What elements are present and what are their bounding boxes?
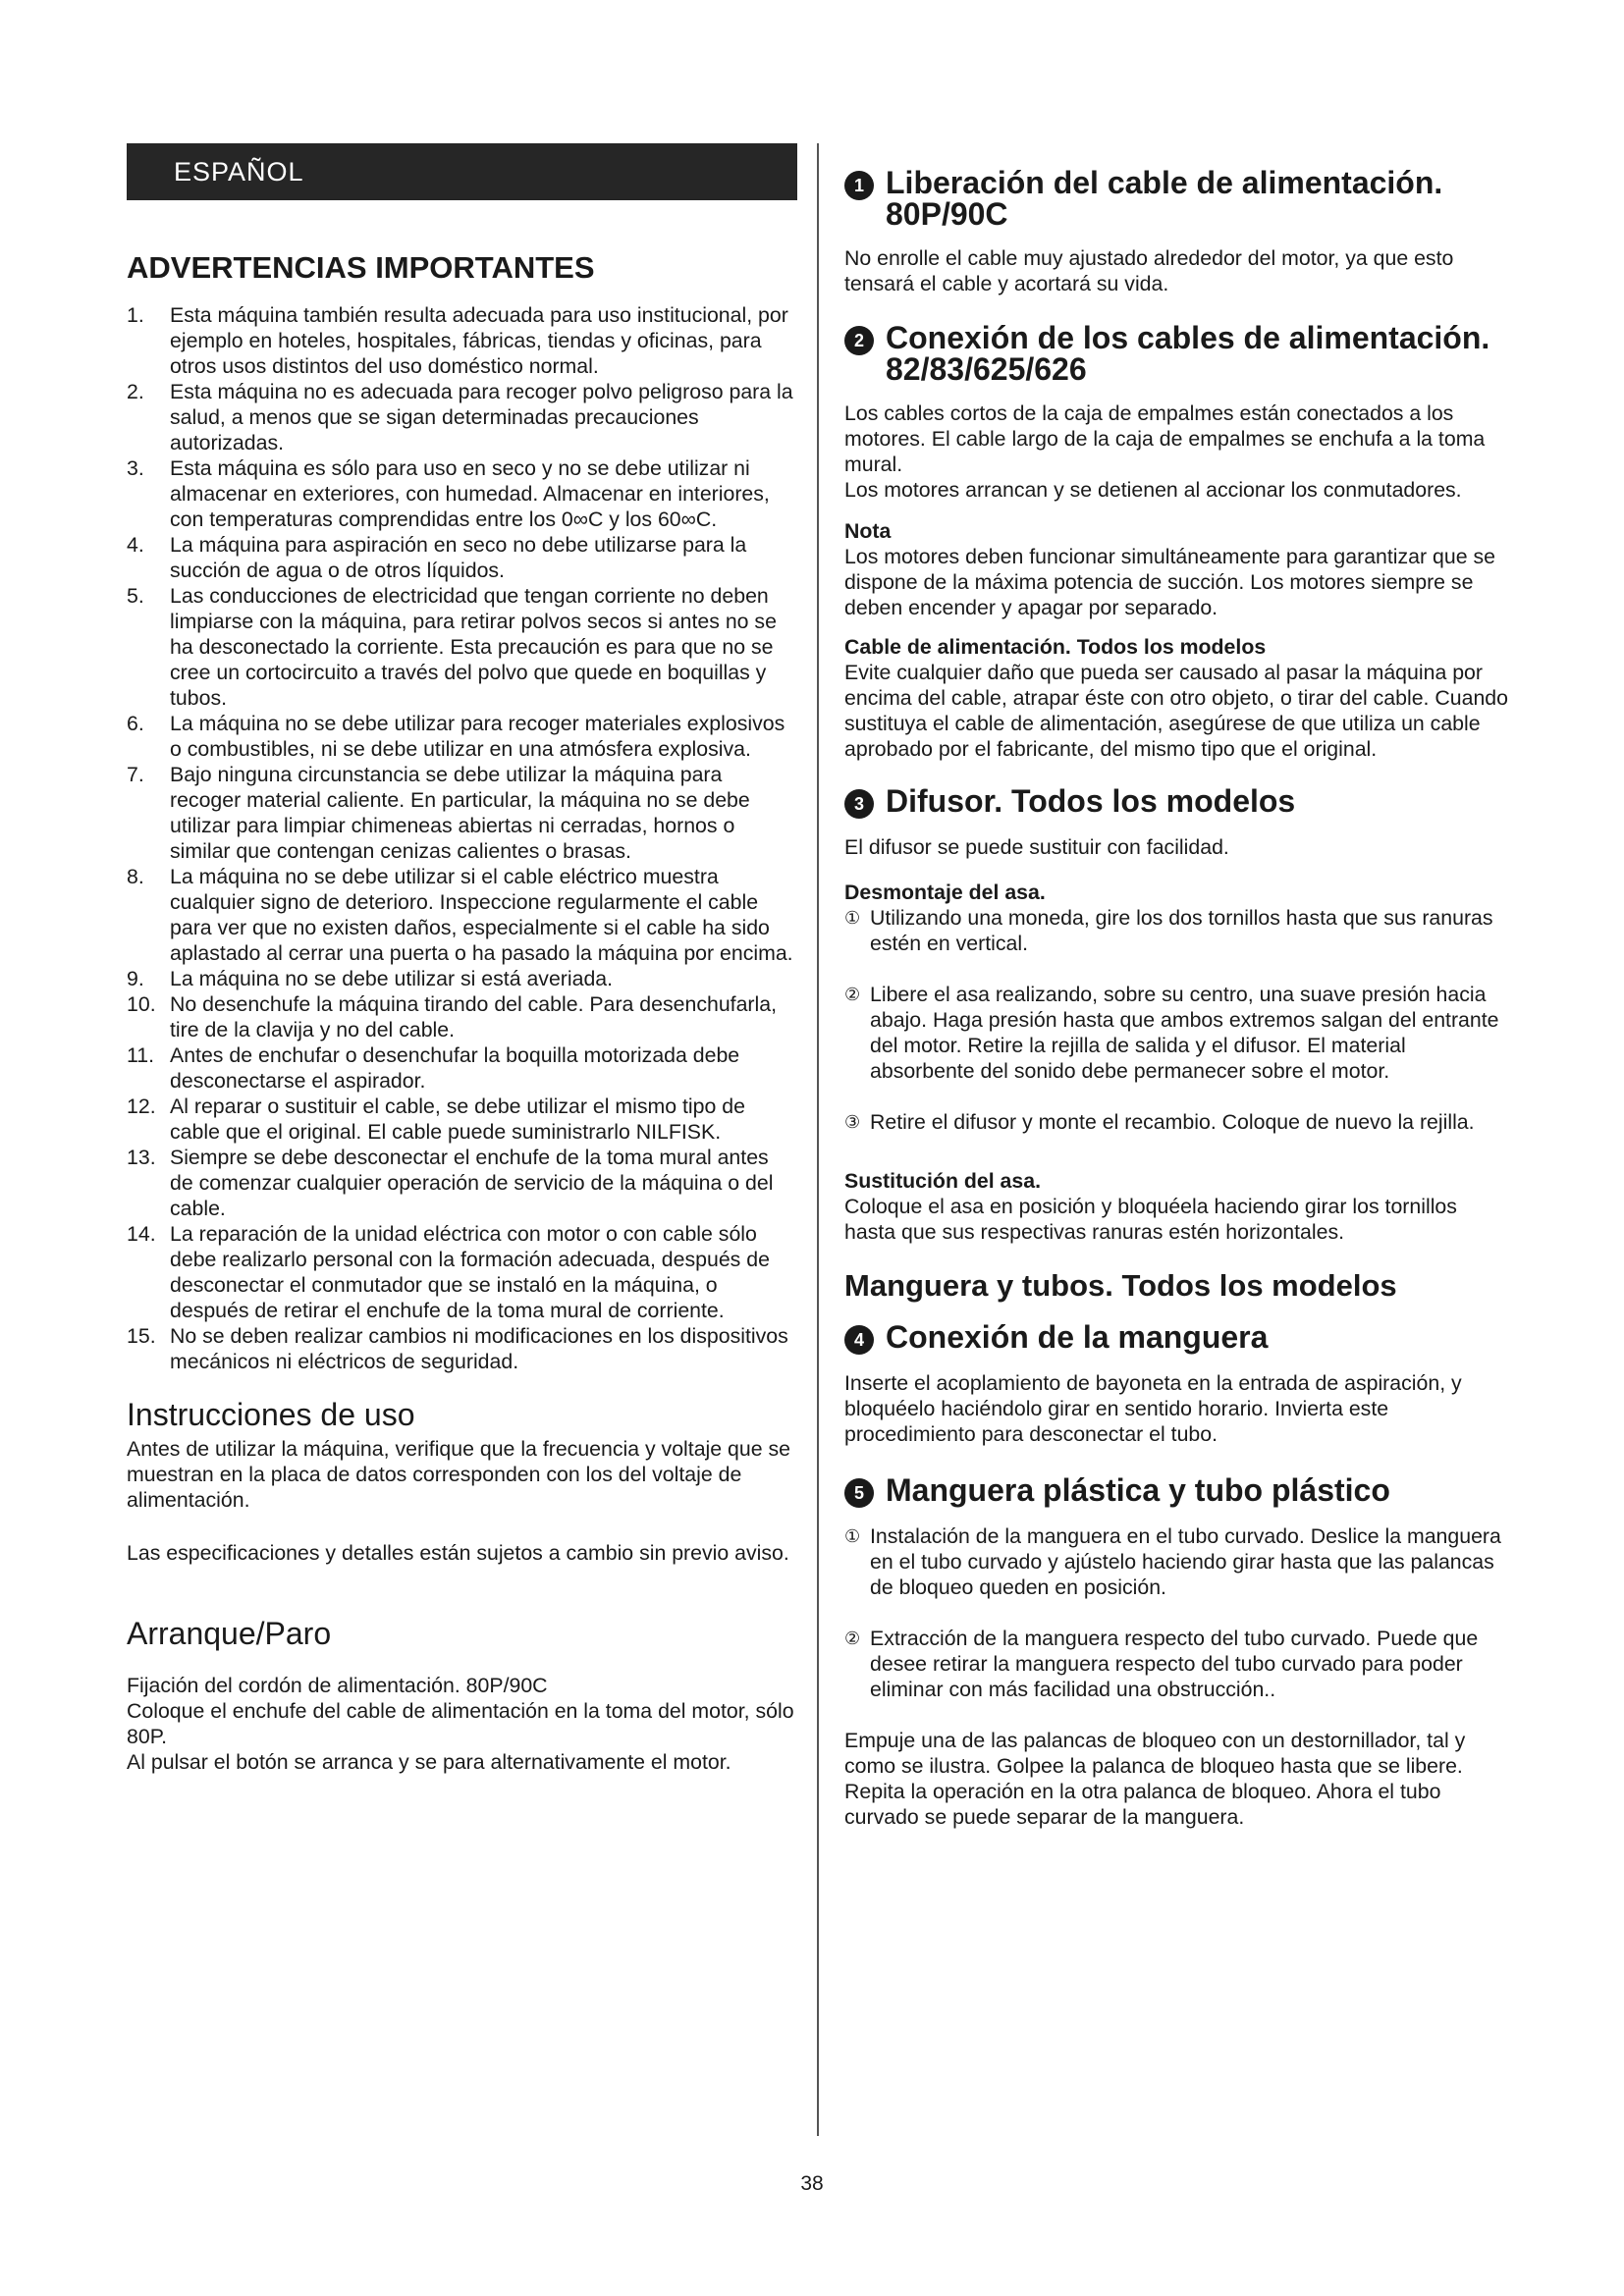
warning-text: La reparación de la unidad eléctrica con motor o con cable sólo debe realizarlo personal con la formación adecuada, después de desconectar el conmutador que se instaló en la máquina, o después de retirar el enchufe de la toma mural de corriente. xyxy=(170,1222,770,1323)
step-marker: ③ xyxy=(844,1112,861,1132)
section-1-title: Liberación del cable de alimentación. xyxy=(886,165,1443,200)
section-5-title: Manguera plástica y tubo plástico xyxy=(886,1472,1390,1508)
warning-item xyxy=(127,762,797,864)
section-3-title: Difusor. Todos los modelos xyxy=(886,783,1296,819)
usage-title: Instrucciones de uso xyxy=(127,1397,415,1433)
warning-text: No se deben realizar cambios ni modificaciones en los dispositivos mecánicos ni eléctricos de seguridad. xyxy=(170,1324,788,1374)
warning-item xyxy=(127,864,797,966)
warning-text: Antes de enchufar o desenchufar la boquilla motorizada debe desconectarse el aspirador. xyxy=(170,1043,740,1094)
start-stop-title: Arranque/Paro xyxy=(127,1616,332,1652)
hose-tubes-title: Manguera y tubos. Todos los modelos xyxy=(844,1268,1397,1303)
section-2-text-2: Los motores arrancan y se detienen al accionar los conmutadores. xyxy=(844,478,1462,502)
handle-replacement-title: Sustitución del asa. xyxy=(844,1169,1042,1193)
section-1-text: No enrolle el cable muy ajustado alrededor del motor, ya que esto tensará el cable y acortará su vida. xyxy=(844,246,1454,295)
page-number: 38 xyxy=(800,2172,824,2195)
step-item xyxy=(844,905,1512,956)
step-item xyxy=(844,1109,1512,1135)
warnings-list xyxy=(127,302,797,1374)
step-text: Libere el asa realizando, sobre su centro, una suave presión hacia abajo. Haga presión hasta que ambos extremos salgan del entrante del motor. Retire la rejilla de salida y el difusor. El material absorbente del sonido debe permanecer sobre el motor. xyxy=(870,983,1499,1083)
section-2-number-badge: 2 xyxy=(844,326,874,355)
warning-item xyxy=(127,532,797,583)
warning-number: 10. xyxy=(127,992,156,1017)
handle-removal-title: Desmontaje del asa. xyxy=(844,881,1046,904)
start-stop-line-1: Fijación del cordón de alimentación. 80P/90C xyxy=(127,1674,548,1698)
warning-text: Al reparar o sustituir el cable, se debe utilizar el mismo tipo de cable que el original. El cable puede suministrarlo NILFISK. xyxy=(170,1095,745,1145)
power-cable-text: Evite cualquier daño que pueda ser causado al pasar la máquina por encima del cable, atrapar éste con otro objeto, o tirar del cable. Cuando sustituya el cable de alimentación, asegúrese de que utiliza un cable aprobado por el fabricante, del mismo tipo que el original. xyxy=(844,661,1508,761)
warning-number: 5. xyxy=(127,584,144,609)
warning-number: 2. xyxy=(127,380,144,404)
right-column xyxy=(844,167,1512,1830)
usage-paragraph-2: Las especificaciones y detalles están sujetos a cambio sin previo aviso. xyxy=(127,1541,789,1566)
warning-text: No desenchufe la máquina tirando del cable. Para desenchufarla, tire de la clavija y no del cable. xyxy=(170,992,778,1042)
power-cable-title: Cable de alimentación. Todos los modelos xyxy=(844,635,1267,659)
start-stop-line-2: Coloque el enchufe del cable de alimentación en la toma del motor, sólo 80P. xyxy=(127,1699,794,1749)
section-4-title: Conexión de la manguera xyxy=(886,1319,1269,1355)
section-4-number-badge: 4 xyxy=(844,1325,874,1355)
section-4-header xyxy=(844,1321,1512,1355)
warning-item xyxy=(127,379,797,455)
step-marker: ② xyxy=(844,985,861,1004)
warning-number: 11. xyxy=(127,1043,155,1068)
start-stop-line-3: Al pulsar el botón se arranca y se para alternativamente el motor. xyxy=(127,1750,731,1775)
warning-number: 7. xyxy=(127,763,144,787)
section-5-text: Empuje una de las palancas de bloqueo con un destornillador, tal y como se ilustra. Golpee la palanca de bloqueo hasta que se libere. Repita la operación en la otra palanca de bloqueo. Ahora el tubo curvado se puede separar de la manguera. xyxy=(844,1729,1466,1829)
warning-item xyxy=(127,1145,797,1221)
warning-number: 8. xyxy=(127,865,144,889)
step-text: Extracción de la manguera respecto del tubo curvado. Puede que desee retirar la manguera respecto del tubo curvado para poder eliminar con más facilidad una obstrucción.. xyxy=(870,1627,1479,1701)
warning-item xyxy=(127,1221,797,1323)
warning-text: La máquina no se debe utilizar si está averiada. xyxy=(170,967,614,991)
section-2-title: Conexión de los cables de alimentación. xyxy=(886,320,1490,355)
note-text: Los motores deben funcionar simultáneamente para garantizar que se dispone de la máxima potencia de succión. Los motores siempre se deben encender y apagar por separado. xyxy=(844,545,1495,619)
warning-item xyxy=(127,1042,797,1094)
section-5-steps xyxy=(844,1523,1512,1702)
warning-text: Esta máquina no es adecuada para recoger polvo peligroso para la salud, a menos que se sigan determinadas precauciones autorizadas. xyxy=(170,380,793,455)
warning-number: 1. xyxy=(127,303,144,328)
note-title: Nota xyxy=(844,519,892,543)
warning-text: Siempre se debe desconectar el enchufe de la toma mural antes de comenzar cualquier operación de servicio de la máquina o del cable. xyxy=(170,1146,774,1221)
section-4-text: Inserte el acoplamiento de bayoneta en la entrada de aspiración, y bloquéelo haciéndolo girar en sentido horario. Invierta este procedimiento para desconectar el tubo. xyxy=(844,1371,1462,1446)
column-divider xyxy=(817,143,819,2136)
warning-number: 15. xyxy=(127,1324,156,1349)
step-text: Utilizando una moneda, gire los dos tornillos hasta que sus ranuras estén en vertical. xyxy=(870,906,1493,955)
section-5-number-badge: 5 xyxy=(844,1478,874,1508)
section-2-header xyxy=(844,322,1512,385)
warnings-title: ADVERTENCIAS IMPORTANTES xyxy=(127,250,595,285)
step-marker: ① xyxy=(844,908,861,928)
section-3-header xyxy=(844,785,1512,819)
warning-text: Bajo ninguna circunstancia se debe utilizar la máquina para recoger material caliente. En particular, la máquina no se debe utilizar para limpiar chimeneas abiertas ni cerradas, hornos o similar que contengan cenizas calientes o brasas. xyxy=(170,763,750,864)
warning-number: 4. xyxy=(127,533,144,558)
step-marker: ② xyxy=(844,1629,861,1648)
step-marker: ① xyxy=(844,1526,861,1546)
warning-number: 9. xyxy=(127,967,144,991)
warning-number: 13. xyxy=(127,1146,156,1170)
step-item xyxy=(844,1523,1512,1600)
handle-removal-steps xyxy=(844,905,1512,1135)
usage-paragraph-1: Antes de utilizar la máquina, verifique que la frecuencia y voltaje que se muestran en la placa de datos corresponden con los del voltaje de alimentación. xyxy=(127,1437,790,1513)
warning-text: La máquina no se debe utilizar para recoger materiales explosivos o combustibles, ni se debe utilizar en una atmósfera explosiva. xyxy=(170,712,785,762)
left-column xyxy=(127,143,797,1775)
section-2-models: 82/83/625/626 xyxy=(886,351,1087,387)
language-header: ESPAÑOL xyxy=(127,143,797,200)
warning-item xyxy=(127,991,797,1042)
warning-item xyxy=(127,583,797,711)
warning-number: 6. xyxy=(127,712,144,736)
section-2-text-1: Los cables cortos de la caja de empalmes están conectados a los motores. El cable largo de la caja de empalmes se enchufa a la toma mural. xyxy=(844,401,1486,476)
section-1-header xyxy=(844,167,1512,230)
warning-item xyxy=(127,455,797,532)
warning-item xyxy=(127,966,797,991)
warning-item xyxy=(127,1094,797,1145)
step-text: Retire el difusor y monte el recambio. Coloque de nuevo la rejilla. xyxy=(870,1110,1475,1134)
warning-text: La máquina no se debe utilizar si el cable eléctrico muestra cualquier signo de deterioro. Inspeccione regularmente el cable para ver que no existen daños, especialmente si el cable ha sido aplastado al cerrar una puerta o ha pasado la máquina por encima. xyxy=(170,865,793,966)
warning-text: Esta máquina también resulta adecuada para uso institucional, por ejemplo en hoteles, hospitales, fábricas, tiendas y oficinas, para otros usos distintos del uso doméstico normal. xyxy=(170,303,788,379)
handle-replacement-text: Coloque el asa en posición y bloquéela haciendo girar los tornillos hasta que sus respectivas ranuras estén horizontales. xyxy=(844,1195,1457,1244)
warning-number: 3. xyxy=(127,456,144,481)
warning-text: La máquina para aspiración en seco no debe utilizarse para la succión de agua o de otros líquidos. xyxy=(170,533,747,583)
section-1-number-badge: 1 xyxy=(844,171,874,200)
section-5-header xyxy=(844,1474,1512,1508)
warning-text: Esta máquina es sólo para uso en seco y no se debe utilizar ni almacenar en exteriores, con humedad. Almacenar en interiores, con temperaturas comprendidas entre los 0∞C y los 60∞C. xyxy=(170,456,770,532)
warning-item xyxy=(127,711,797,762)
step-text: Instalación de la manguera en el tubo curvado. Deslice la manguera en el tubo curvado y ajústelo haciendo girar hasta que las palancas de bloqueo queden en posición. xyxy=(870,1524,1501,1599)
warning-number: 14. xyxy=(127,1222,156,1247)
section-3-text: El difusor se puede sustituir con facilidad. xyxy=(844,835,1229,859)
warning-text: Las conducciones de electricidad que tengan corriente no deben limpiarse con la máquina, para retirar polvos secos si antes no se ha desconectado la corriente. Esta precaución es para que no se cree un cortocircuito a través del polvo que quede en boquillas y tubos. xyxy=(170,584,777,711)
step-item xyxy=(844,982,1512,1084)
warning-item xyxy=(127,1323,797,1374)
warning-item xyxy=(127,302,797,379)
step-item xyxy=(844,1626,1512,1702)
section-3-number-badge: 3 xyxy=(844,789,874,819)
warning-number: 12. xyxy=(127,1095,156,1119)
section-1-models: 80P/90C xyxy=(886,196,1008,232)
